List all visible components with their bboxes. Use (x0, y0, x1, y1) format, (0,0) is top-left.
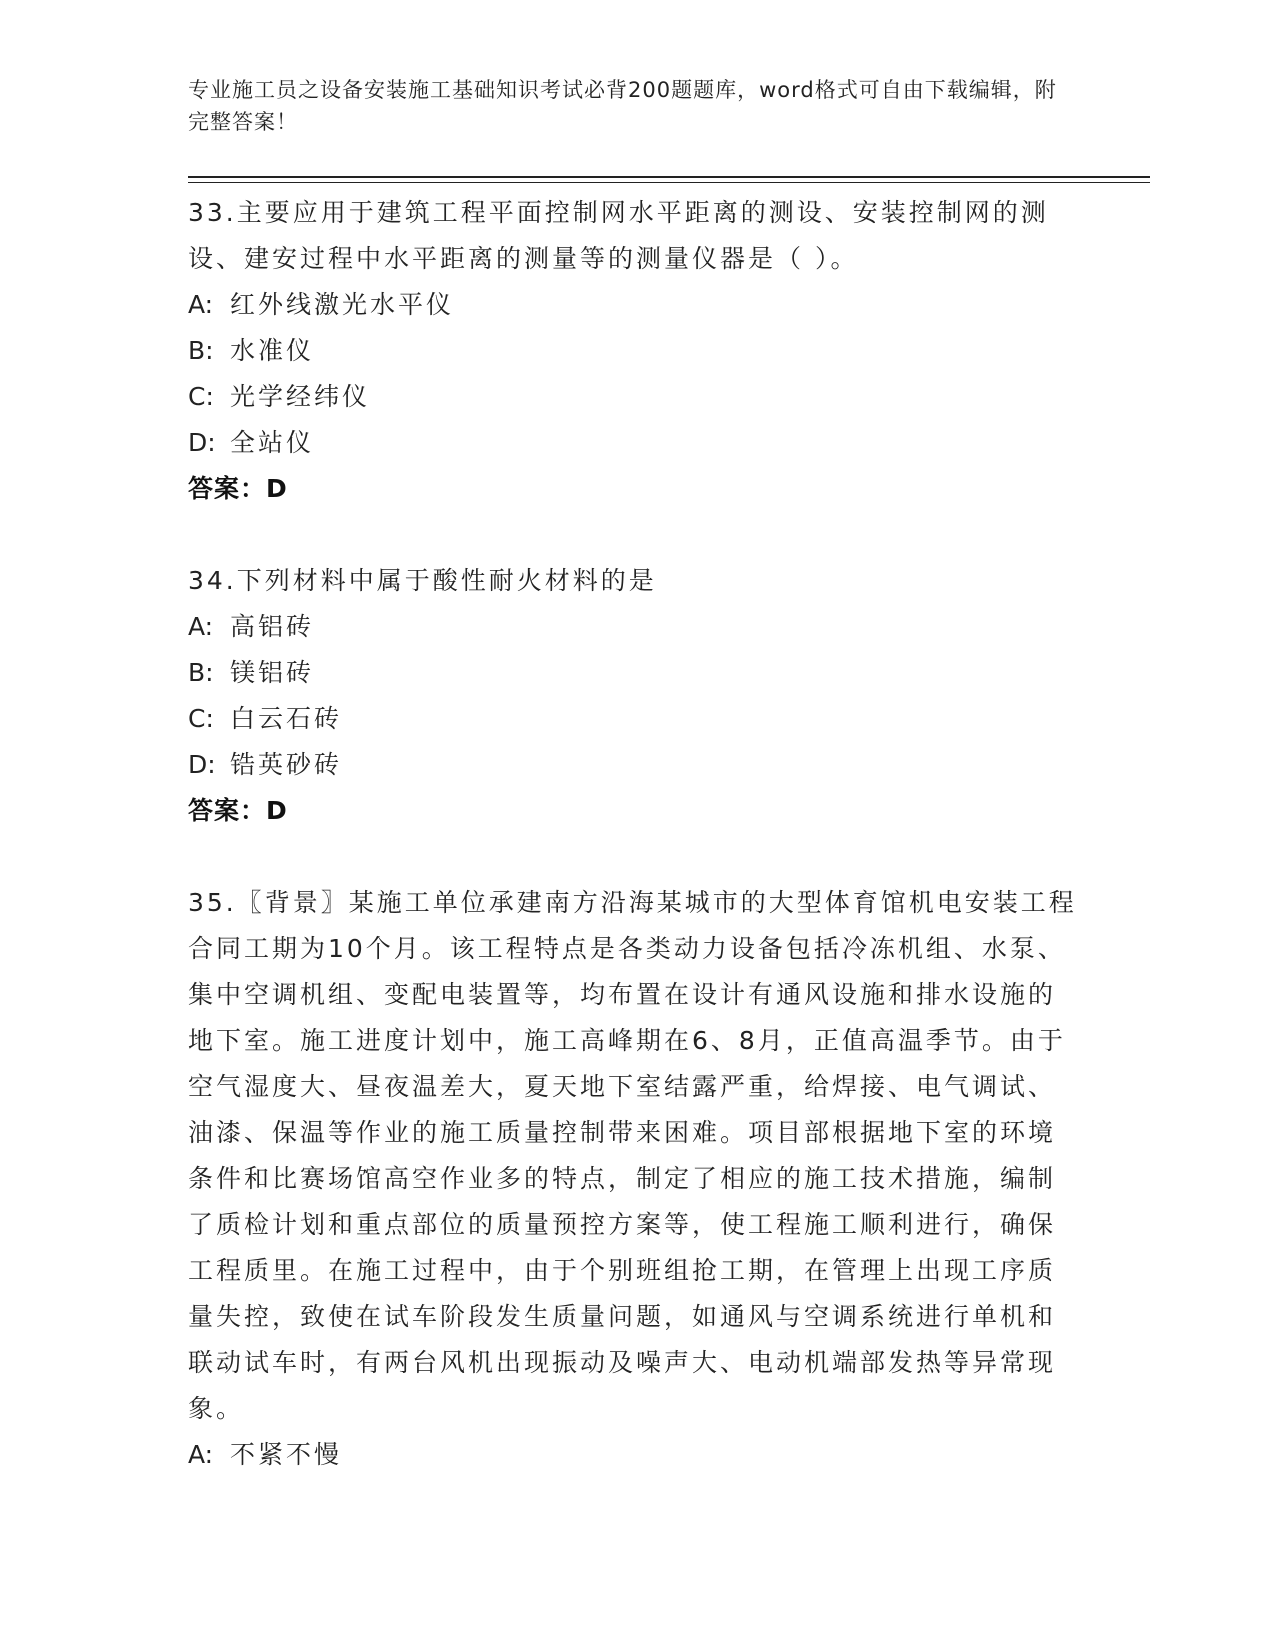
option-d (188, 420, 1080, 466)
option-key: B: (188, 336, 214, 365)
option-c (188, 374, 1080, 420)
option-value: 镁铝砖 (230, 658, 315, 687)
option-key: C: (188, 382, 214, 411)
question-text: 34.下列材料中属于酸性耐火材料的是 (188, 566, 657, 595)
question-33 (188, 190, 1080, 512)
option-value: 光学经纬仪 (230, 382, 371, 411)
option-c (188, 696, 1080, 742)
answer-line: 答案：D (188, 796, 288, 825)
option-a (188, 282, 1080, 328)
option-b (188, 328, 1080, 374)
option-value: 锆英砂砖 (230, 750, 343, 779)
question-text: 35.〖背景〗某施工单位承建南方沿海某城市的大型体育馆机电安装工程合同工期为10个月。该工程特点是各类动力设备包括冷冻机组、水泵、集中空调机组、变配电装置等，均布置在设计有通风设施和排水设施的地下室。施工进度计划中，施工高峰期在6、8月，正值高温季节。由于空气湿度大、昼夜温差大，夏天地下室结露严重，给焊接、电气调试、油漆、保温等作业的施工质量控制带来困难。项目部根据地下室的环境条件和比赛场馆高空作业多的特点，制定了相应的施工技术措施，编制了质检计划和重点部位的质量预控方案等，使工程施工顺利进行，确保工程质里。在施工过程中，由于个别班组抢工期，在管理上出现工序质量失控，致使在试车阶段发生质量问题，如通风与空调系统进行单机和联动试车时，有两台风机出现振动及噪声大、电动机端部发热等异常现象。 (188, 888, 1077, 1423)
option-key: A: (188, 1440, 214, 1469)
option-value: 不紧不慢 (230, 1440, 343, 1469)
option-key: D: (188, 428, 216, 457)
question-34 (188, 558, 1080, 834)
option-value: 全站仪 (230, 428, 315, 457)
header-divider-thick (188, 176, 1150, 178)
option-key: A: (188, 290, 214, 319)
question-list (188, 190, 1080, 1478)
answer-line: 答案：D (188, 474, 288, 503)
option-key: B: (188, 658, 214, 687)
option-key: D: (188, 750, 216, 779)
header-divider-thin (188, 182, 1150, 183)
option-d (188, 742, 1080, 788)
option-value: 白云石砖 (230, 704, 343, 733)
option-key: C: (188, 704, 214, 733)
question-text: 33.主要应用于建筑工程平面控制网水平距离的测设、安装控制网的测设、建安过程中水平距离的测量等的测量仪器是（ ）。 (188, 198, 1049, 273)
question-spacer (188, 512, 1080, 558)
question-spacer (188, 834, 1080, 880)
option-a (188, 604, 1080, 650)
document-header: 专业施工员之设备安装施工基础知识考试必背200题题库，word格式可自由下载编辑，附完整答案！ (188, 78, 1057, 134)
option-a (188, 1432, 1080, 1478)
option-key: A: (188, 612, 214, 641)
question-35 (188, 880, 1080, 1478)
option-value: 高铝砖 (230, 612, 315, 641)
option-b (188, 650, 1080, 696)
option-value: 红外线激光水平仪 (230, 290, 455, 319)
option-value: 水准仪 (230, 336, 315, 365)
